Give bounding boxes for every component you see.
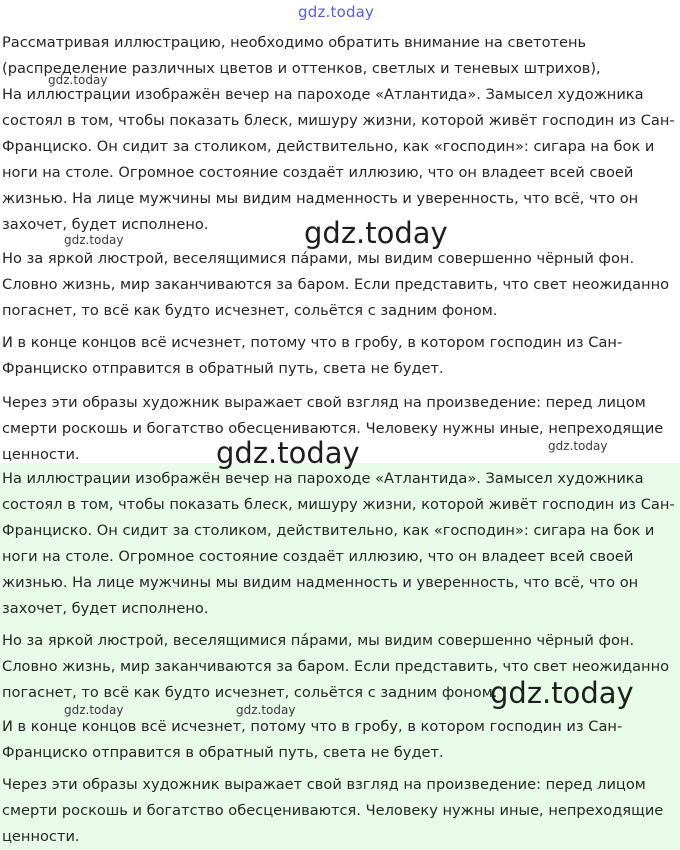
watermark: gdz.today — [236, 703, 296, 717]
watermark: gdz.today — [304, 216, 448, 250]
paragraph-2: Но за яркой люстрой, веселящимися пáрами, мы видим совершенно чёрный фон. Словно жизнь, мир заканчиваются за баром. Если представить, что свет неожиданно погаснет, то всё как будто исчезнет, сольётся с задним фоном. — [2, 250, 670, 319]
site-logo[interactable]: gdz.today — [298, 3, 375, 21]
watermark: gdz.today — [548, 439, 608, 453]
paragraph-3: И в конце концов всё исчезнет, потому что в гробу, в котором господин из Сан-Франциско отправится в обратный путь, света не будет. — [2, 718, 623, 761]
paragraph-4: Через эти образы художник выражает свой взгляд на произведение: перед лицом смерти роскошь и богатство обесцениваются. Человеку нужны иные, непреходящие ценности. — [2, 394, 664, 463]
paragraph-4: Через эти образы художник выражает свой взгляд на произведение: перед лицом смерти роскошь и богатство обесцениваются. Человеку нужны иные, непреходящие ценности. — [2, 776, 664, 845]
paragraph-2: Но за яркой люстрой, веселящимися пáрами, мы видим совершенно чёрный фон. Словно жизнь, мир заканчиваются за баром. Если представить, что свет неожиданно погаснет, то всё как будто исчезнет, сольётся с задним фоном. — [2, 632, 670, 701]
intro-paragraph: Рассматривая иллюстрацию, необходимо обратить внимание на светотень (распределение различных цветов и оттенков, светлых и теневых штрихов), — [2, 34, 601, 77]
watermark: gdz.today — [490, 676, 634, 710]
watermark: gdz.today — [48, 73, 108, 87]
paragraph-1: На иллюстрации изображён вечер на пароходе «Атлантида». Замысел художника состоял в том, чтобы показать блеск, мишуру жизни, которой живёт господин из Сан-Франциско. Он сидит за столиком, действительно, как «господин»: сигара на бок и ноги на столе. Огромное состояние создаёт иллюзию, что он владеет всей своей жизнью. На лице мужчины мы видим надменность и уверенность, что всё, что он захочет, будет исполнено. — [2, 86, 675, 233]
watermark: gdz.today — [64, 233, 124, 247]
watermark: gdz.today — [64, 703, 124, 717]
paragraph-3: И в конце концов всё исчезнет, потому что в гробу, в котором господин из Сан-Франциско отправится в обратный путь, света не будет. — [2, 334, 623, 377]
watermark: gdz.today — [216, 436, 360, 470]
paragraph-1: На иллюстрации изображён вечер на пароходе «Атлантида». Замысел художника состоял в том, чтобы показать блеск, мишуру жизни, которой живёт господин из Сан-Франциско. Он сидит за столиком, действительно, как «господин»: сигара на бок и ноги на столе. Огромное состояние создаёт иллюзию, что он владеет всей своей жизнью. На лице мужчины мы видим надменность и уверенность, что всё, что он захочет, будет исполнено. — [2, 470, 675, 617]
